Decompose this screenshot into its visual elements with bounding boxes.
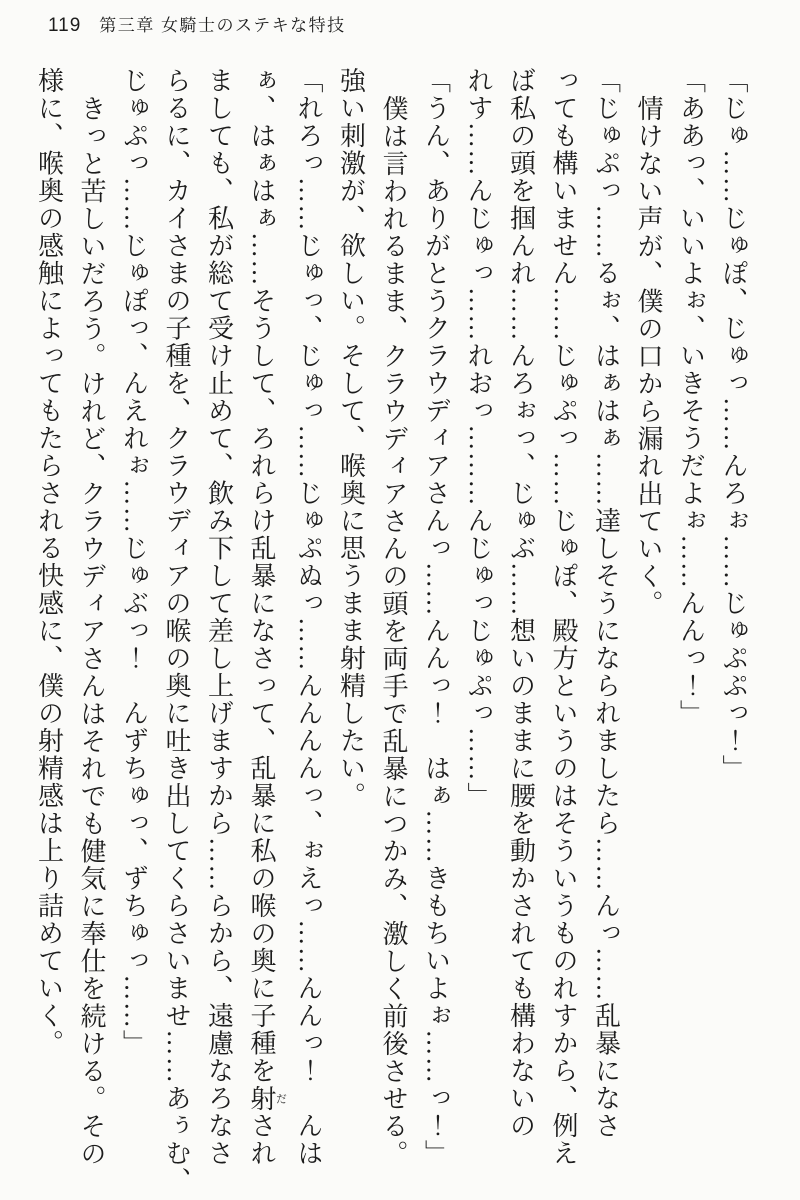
chapter-title: 第三章 女騎士のステキな特技 bbox=[99, 16, 346, 35]
text-column: らるに、カイさまの子種を、クラウディアの喉の奥に吐き出してくらさいませ……あぅむ、 bbox=[162, 67, 191, 1195]
text-column: 「れろっ……じゅっ、じゅっ……じゅぷぬっ……んんんんっ、ぉえっ……んんっ！ んは bbox=[294, 67, 323, 1167]
furigana: 射だ bbox=[247, 1084, 287, 1112]
text-column: 様に、喉奥の感触によってもたらされる快感に、僕の射精感は上り詰めていく。 bbox=[34, 67, 64, 1057]
text-column: 僕は言われるまま、クラウディアさんの頭を両手で乱暴につかみ、激しく前後させる。 bbox=[379, 94, 408, 1167]
page-header bbox=[48, 11, 346, 37]
text-column: 「じゅ……じゅぽ、じゅっ……んろぉ……じゅぷぷっ！」 bbox=[719, 67, 748, 782]
text-column: じゅぷっ……じゅぽっ、んえれぉ……じゅぶっ！ んずちゅっ、ずちゅっ……」 bbox=[119, 67, 149, 1057]
text-column: っても構いません……じゅぷっ……じゅぽ、殿方というのはそういうものれすから、例え bbox=[549, 67, 578, 1167]
text-body bbox=[27, 67, 754, 1197]
text-column: 「うん、ありがとうクラウディアさんっ……んんっ！ はぁ……きもちいよぉ……っ！」 bbox=[421, 67, 451, 1167]
page-number: 119 bbox=[48, 15, 82, 36]
text-column: きっと苦しいだろう。けれど、クラウディアさんはそれでも健気に奉仕を続ける。その bbox=[77, 94, 106, 1167]
text-column: 「ああっ、いいよぉ、いきそうだよぉ……んんっ！」 bbox=[676, 67, 706, 727]
text-column: ば私の頭を掴んれ……んろぉっ、じゅぶ……想いのままに腰を動かされても構わないの bbox=[506, 67, 536, 1140]
text-column: ましても、私が総て受け止めて、飲み下して差し上げますから……らから、遠慮なろなさ bbox=[204, 67, 234, 1167]
text-column: 「じゅぷっ……るぉ、はぁはぁ……達しそうになられましたら……んっ……乱暴になさ bbox=[591, 67, 621, 1140]
text-column: 強い刺激が、欲しい。そして、喉奥に思うまま射精したい。 bbox=[336, 67, 366, 810]
text-column: ぁ、はぁはぁ……そうして、ろれらけ乱暴になさって、乱暴に私の喉の奥に子種を射だされ bbox=[247, 67, 287, 1167]
text-column: れす……んじゅっ……れおっ………んじゅっじゅぷっ……」 bbox=[464, 67, 493, 810]
text-column: 情けない声が、僕の口から漏れ出ていく。 bbox=[634, 94, 663, 617]
